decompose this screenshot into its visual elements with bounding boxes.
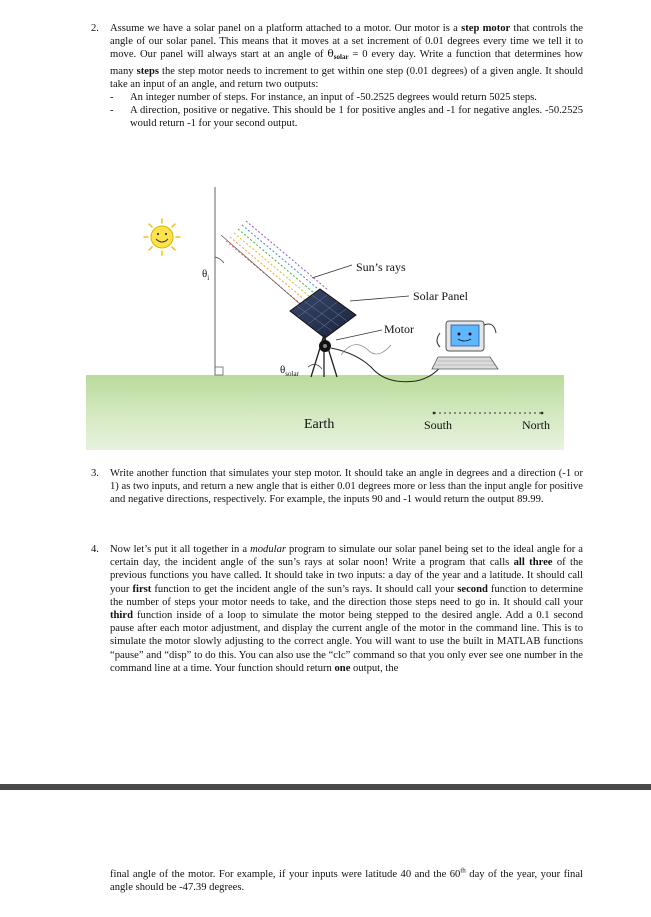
q4-bold-one: one	[334, 662, 351, 674]
bullet-dash: -	[110, 105, 114, 117]
solar-panel-label: Solar Panel	[413, 289, 468, 303]
q4-text-5: function to determine the number of steps your motor needs to take, and the direction those steps need to go in. It should call your	[110, 583, 583, 608]
q2-text-2: that controls the angle of our solar panel. This means that it moves at a set increment of 0.01 degrees every time we tell it to move. Our panel will always start at an angle of	[110, 23, 583, 61]
earth-ground	[86, 375, 564, 450]
question-2-text	[110, 22, 583, 91]
theta-solar-subscript: solar	[285, 370, 299, 379]
q2-text-3: = 0 every day. Write a function that determines how many	[110, 49, 583, 77]
q2-bold-step-motor: step motor	[461, 23, 511, 34]
theta-symbol: θ	[327, 48, 334, 61]
sun-rays-callout-line	[312, 265, 352, 278]
right-angle-marker	[215, 367, 223, 375]
bullet-item	[110, 104, 583, 130]
theta-i-symbol: θ	[202, 268, 208, 280]
motor-callout-line	[336, 330, 382, 340]
continuation-text-1: final angle of the motor. For example, if your inputs were latitude 40 and the 60	[110, 869, 461, 880]
computer-icon	[432, 321, 498, 369]
q4-bold-third: third	[110, 610, 133, 622]
question-3	[91, 467, 583, 507]
q4-text-3: of the previous functions you have called. It should take in two inputs: a day of the year and a latitude. It should call your	[110, 557, 583, 595]
incident-ray-line	[221, 235, 301, 305]
theta-i-subscript: i	[207, 274, 210, 283]
question-3-text: Write another function that simulates your step motor. It should take an angle in degrees and a direction (-1 or 1) as two inputs, and return a new angle that is either 0.01 degrees more or less than the input angle for positive and negative directions, respectively. For example, the inputs 90 and -1 would return the output 89.99.	[110, 468, 583, 506]
theta-i-arc	[215, 257, 224, 263]
q4-bold-all-three: all three	[513, 557, 553, 569]
bullet-item	[110, 91, 583, 104]
bullet-2-text: A direction, positive or negative. This should be 1 for positive angles and -1 for negative angles. -50.2525 would return -1 for your second output.	[130, 105, 583, 130]
q4-text-1: Now let’s put it all together in a	[110, 544, 251, 555]
theta-i-label	[202, 268, 209, 285]
q4-text-7: output, the	[350, 662, 399, 674]
north-label: North	[522, 418, 550, 432]
q4-bold-second: second	[457, 583, 488, 595]
south-label: South	[424, 418, 453, 432]
document-page-2	[0, 790, 651, 917]
continuation-text-2: day of the year, your final angle should be -47.39 degrees.	[110, 869, 583, 894]
q4-text-6: function inside of a loop to simulate the motor being stepped to the desired angle. Add a 0.1 second pause after each motor adjustment, and display the current angle of the motor in the command line. This is to simulate the motor slowly adjusting to the correct angle. You will want to use the built in MATLAB functions “pause” and “disp” to do this. You can also use the “clc” command so that you only ever see one number in the command line at a time. Your function should return	[110, 610, 583, 674]
solar-panel-icon	[290, 289, 356, 377]
q2-text-4: the step motor needs to increment to get within one step (0.01 degrees) of a given angle. It should take an input of an angle, and return two outputs:	[110, 65, 583, 90]
q4-text-2: program to simulate our solar panel being set to the ideal angle for a certain day, the incident angle of the sun’s rays at solar noon! Write a program that calls	[110, 544, 583, 569]
diagram-graphic	[86, 185, 564, 450]
question-4-text	[110, 543, 583, 675]
arrow-end	[541, 412, 544, 415]
question-3-number: 3.	[91, 468, 99, 479]
theta-subscript: solar	[333, 53, 349, 62]
bullet-1-text: An integer number of steps. For instance, an input of -50.2525 degrees would return 5025 steps.	[130, 92, 537, 104]
earth-label: Earth	[304, 417, 335, 432]
sun-rays-label: Sun’s rays	[356, 260, 406, 274]
question-2-number: 2.	[91, 23, 99, 34]
question-2	[91, 22, 583, 131]
continuation-text	[110, 868, 583, 894]
arrow-start	[433, 412, 436, 415]
theta-solar-symbol: θ	[280, 364, 286, 376]
sun-icon	[144, 219, 180, 255]
bullet-dash: -	[110, 92, 114, 104]
motor-hub	[323, 344, 327, 348]
q2-text-1: Assume we have a solar panel on a platform attached to a motor. Our motor is a	[110, 23, 462, 34]
q4-text-4: function to get the incident angle of the sun’s rays. It should call your	[151, 583, 458, 595]
ordinal-superscript: th	[460, 866, 466, 875]
q2-bold-steps: steps	[136, 65, 159, 77]
question-4-number: 4.	[91, 544, 99, 555]
question-4	[91, 543, 583, 675]
solar-panel-diagram	[86, 185, 564, 450]
theta-solar-label	[280, 364, 299, 381]
motor-label: Motor	[384, 322, 414, 336]
q4-italic-modular: modular	[250, 544, 286, 555]
solar-panel-callout-line	[350, 296, 409, 301]
q4-bold-first: first	[132, 583, 152, 595]
question-4-continuation	[91, 868, 583, 894]
